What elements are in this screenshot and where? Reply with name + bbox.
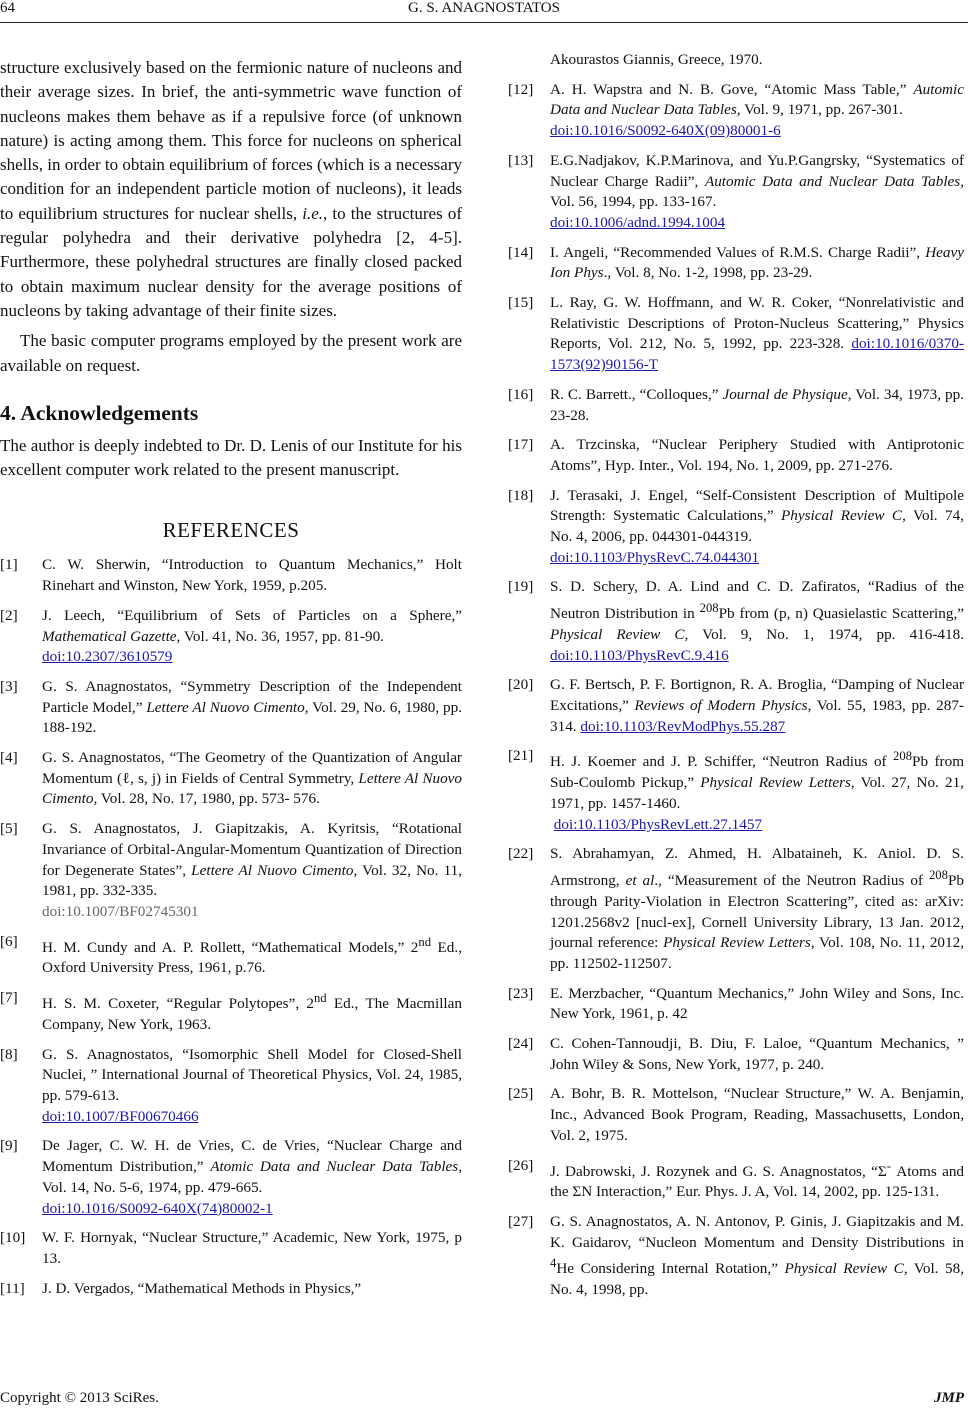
reference-item: [18] J. Terasaki, J. Engel, “Self-Consistent Description of Multipole Strength: Systematic Calculations,” Physical Review C, Vol. 74, No. 4, 2006, pp. 044301-044319. doi:10.1103/PhysRevC.74.044301 xyxy=(508,486,964,566)
doi-link[interactable]: doi:10.1016/0370-1573(92)90156-T xyxy=(550,335,964,374)
reference-item: [21] H. J. Koemer and J. P. Schiffer, “Neutron Radius of $^{208}$Pb from Sub-Coulomb Pickup,” Physical Review Letters, Vol. 27, No. 21, 1971, pp. 1457-1460. doi:10.1103/PhysRevLett.27.1457 xyxy=(508,747,965,833)
reference-item: [6] H. M. Cundy and A. P. Rollett, “Mathematical Models,” 2nd Ed., Oxford University Press, 1961, p.76. xyxy=(0,932,462,977)
right-column xyxy=(508,50,964,1310)
reference-continuation: Akourastos Giannis, Greece, 1970. xyxy=(550,51,763,68)
doi-link[interactable]: doi:10.1103/PhysRevLett.27.1457 xyxy=(553,815,763,833)
doi-link[interactable]: doi:10.1016/S0092-640X(09)80001-6 xyxy=(550,122,781,140)
doi-link[interactable]: doi:10.1103/PhysRevC.74.044301 xyxy=(550,548,760,566)
reference-item: [15] L. Ray, G. W. Hoffmann, and W. R. Coker, “Nonrelativistic and Relativistic Descriptions of Proton-Nucleus Scattering,” Physics Reports, Vol. 212, No. 5, 1992, pp. 223-328. doi:10.1016/0370-1573(92)90156-T xyxy=(508,294,964,374)
reference-item: [11] J. D. Vergados, “Mathematical Methods in Physics,” xyxy=(0,1279,362,1297)
doi-link[interactable]: doi:10.1103/PhysRevC.9.416 xyxy=(550,646,729,664)
doi-text: doi:10.1007/BF02745301 xyxy=(42,903,199,920)
acknowledgements-text: The author is deeply indebted to Dr. D. Lenis of our Institute for his excellent computer work related to the present manuscript. xyxy=(0,435,462,480)
footer-journal: JMP xyxy=(934,1390,964,1406)
reference-item: [25] A. Bohr, B. R. Mottelson, “Nuclear Structure,” W. A. Benjamin, Inc., Advanced Book Program, Reading, Massachusetts, London, Vol. 2, 1975. xyxy=(508,1085,964,1144)
reference-item: [16] R. C. Barrett., “Colloques,” Journal de Physique, Vol. 34, 1973, pp. 23-28. xyxy=(508,385,964,424)
page-number: 64 xyxy=(0,0,15,16)
reference-item: [8] G. S. Anagnostatos, “Isomorphic Shell Model for Closed-Shell Nuclei, ” International Journal of Theoretical Physics, Vol. 24, 1985, pp. 579-613. doi:10.1007/BF00670466 xyxy=(0,1045,462,1125)
reference-item: [3] G. S. Anagnostatos, “Symmetry Description of the Independent Particle Model,” Lettere Al Nuovo Cimento, Vol. 29, No. 6, 1980, pp. 188-192. xyxy=(0,677,463,737)
reference-item: [10] W. F. Hornyak, “Nuclear Structure,” Academic, New York, 1975, p 13. xyxy=(0,1229,462,1267)
reference-item: [17] A. Trzcinska, “Nuclear Periphery Studied with Antiprotonic Atoms”, Hyp. Inter., Vol. 194, No. 1, 2009, pp. 271-276. xyxy=(508,436,964,474)
reference-item: [19] S. D. Schery, D. A. Lind and C. D. Zafiratos, “Radius of the Neutron Distribution in $^{208}$Pb from (p, n) Quasielastic Scattering,” Physical Review C, Vol. 9, No. 1, 1974, pp. 416-418. doi:10.1103/PhysRevC.9.416 xyxy=(508,578,964,664)
reference-item: [26] J. Dabrowski, J. Rozynek and G. S. Anagnostatos, “Σ- Atoms and the ΣN Interaction,” Eur. Phys. J. A, Vol. 14, 2002, pp. 125-131. xyxy=(508,1156,965,1201)
doi-link[interactable]: doi:10.1016/S0092-640X(74)80002-1 xyxy=(42,1199,273,1217)
reference-item: [24] C. Cohen-Tannoudji, B. Diu, F. Laloe, “Quantum Mechanics, ” John Wiley & Sons, New York, 1977, p. 240. xyxy=(508,1035,964,1073)
body-paragraph-1: structure exclusively based on the fermionic nature of nucleons and their average sizes. In brief, the anti-symmetric wave function of nucleons makes them behave as if a repulsive force (of unknown nature) is acting among them. This force for nucleons on spherical shells, in order to obtain equilibrium of forces (which is a necessary condition for an independent particle motion of nucleons), it leads to equilibrium structures for nuclear shells, i.e., to the structures of regular polyhedra and their derivative polyhedra [2, 4-5]. Furthermore, these polyhedral structures are finally closed packed to obtain maximum nuclear density for the average positions of nucleons by taking advantage of their finite sizes. xyxy=(0,58,462,320)
body-paragraph-2: The basic computer programs employed by the present work are available on request. xyxy=(0,331,462,375)
reference-item: [1] C. W. Sherwin, “Introduction to Quantum Mechanics,” Holt Rinehart and Winston, New York, 1959, p.205. xyxy=(0,556,462,595)
reference-item: [13] E.G.Nadjakov, K.P.Marinova, and Yu.P.Gangrsky, “Systematics of Nuclear Charge Radii”, Automic Data and Nuclear Data Tables, Vol. 56, 1994, pp. 133-167. doi:10.1006/adnd.1994.1004 xyxy=(508,151,964,231)
doi-link[interactable]: doi:10.1007/BF00670466 xyxy=(42,1107,199,1125)
references-heading: REFERENCES xyxy=(162,518,300,543)
footer-copyright: Copyright © 2013 SciRes. xyxy=(0,1390,159,1406)
doi-link[interactable]: doi:10.1006/adnd.1994.1004 xyxy=(550,213,726,231)
reference-item: [2] J. Leech, “Equilibrium of Sets of Particles on a Sphere,” Mathematical Gazette, Vol. 41, No. 36, 1957, pp. 81-90. doi:10.2307/3610579 xyxy=(0,606,462,666)
reference-item: [23] E. Merzbacher, “Quantum Mechanics,” John Wiley and Sons, Inc. New York, 1961, p. 42 xyxy=(508,984,964,1023)
reference-item: [27] G. S. Anagnostatos, A. N. Antonov, P. Ginis, J. Giapitzakis and M. K. Gaidarov, “Nucleon Momentum and Density Distributions in $^4$He Considering Internal Rotation,” Physical Review C, Vol. 58, No. 4, 1998, pp. xyxy=(508,1213,964,1299)
left-column xyxy=(0,56,462,1308)
reference-item: [22] S. Abrahamyan, Z. Ahmed, H. Albataineh, K. Aniol. D. S. Armstrong, et al., “Measurement of the Neutron Radius of $^{208}$Pb through Parity-Violation in Electron Scattering”, cited as: arXiv: 1201.2568v2 [nucl-ex], Cornell University Library, 13 Jan. 2012, journal reference: Physical Review Letters, Vol. 108, No. 11, 2012, pp. 112502-112507. xyxy=(508,845,964,972)
reference-item: [14] I. Angeli, “Recommended Values of R.M.S. Charge Radii”, Heavy Ion Phys., Vol. 8, No. 1-2, 1998, pp. 23-29. xyxy=(508,243,964,282)
reference-item: [9] De Jager, C. W. H. de Vries, C. de Vries, “Nuclear Charge and Momentum Distribution,” Atomic Data and Nuclear Data Tables, Vol. 14, No. 5-6, 1974, pp. 479-665. doi:10.1016/S0092-640X(74)80002-1 xyxy=(0,1137,462,1217)
header-rule xyxy=(0,22,968,23)
section-heading-acknowledgements: 4. Acknowledgements xyxy=(0,400,199,425)
reference-item: [20] G. F. Bertsch, P. F. Bortignon, R. A. Broglia, “Damping of Nuclear Excitations,” Reviews of Modern Physics, Vol. 55, 1983, pp. 287-314. doi:10.1103/RevModPhys.55.287 xyxy=(508,676,964,735)
doi-link[interactable]: doi:10.2307/3610579 xyxy=(42,648,173,666)
doi-link[interactable]: doi:10.1103/RevModPhys.55.287 xyxy=(580,717,786,735)
reference-item: [4] G. S. Anagnostatos, “The Geometry of the Quantization of Angular Momentum (ℓ, s, j) in Fields of Central Symmetry, Lettere Al Nuovo Cimento, Vol. 28, No. 17, 1980, pp. 573- 576. xyxy=(0,749,462,808)
reference-item: [12] A. H. Wapstra and N. B. Gove, “Atomic Mass Table,” Automic Data and Nuclear Data Tables, Vol. 9, 1971, pp. 267-301. doi:10.1016/S0092-640X(09)80001-6 xyxy=(508,80,964,140)
reference-item: [7] H. S. M. Coxeter, “Regular Polytopes”, 2nd Ed., The Macmillan Company, New York, 1963. xyxy=(0,989,462,1033)
reference-item: [5] G. S. Anagnostatos, J. Giapitzakis, A. Kyritsis, “Rotational Invariance of Orbital-Angular-Momentum Quantization of Direction for Degenerate States”, Lettere Al Nuovo Cimento, Vol. 32, No. 11, 1981, pp. 332-335. doi:10.1007/BF02745301 xyxy=(0,820,463,920)
running-header-author: G. S. ANAGNOSTATOS xyxy=(408,0,560,16)
